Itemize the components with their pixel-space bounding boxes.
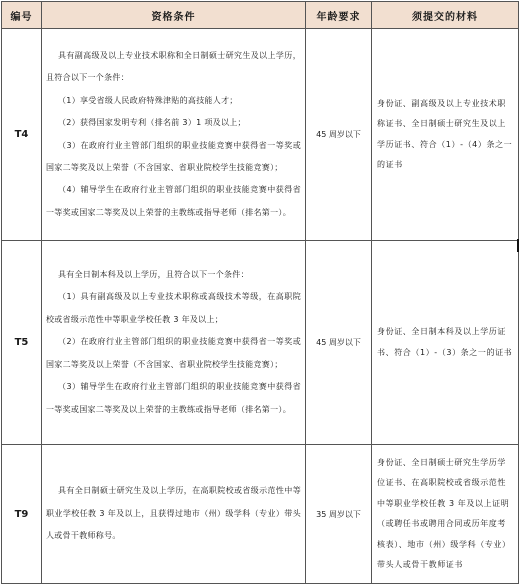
text-cursor-mark	[517, 239, 519, 252]
condition-item: （1）具有副高级及以上专业技术职称或高级技术等级，在高职院校或省级示范性中等职业学校任教 3 年及以上；	[46, 292, 301, 324]
row-conditions	[42, 29, 306, 241]
condition-item: （2）在政府行业主管部门组织的职业技能竞赛中获得省一等奖或国家二等奖及以上荣誉（不含国家、省职业院校学生技能竞赛）；	[46, 337, 301, 369]
header-row	[2, 2, 519, 29]
condition-intro: 具有副高级及以上专业技术职称和全日制硕士研究生及以上学历，且符合以下一个条件：	[46, 50, 301, 83]
row-conditions	[42, 445, 306, 584]
condition-item: （3）在政府行业主管部门组织的职业技能竞赛中获得省一等奖或国家二等奖及以上荣誉（不含国家、省职业院校学生技能竞赛）；	[46, 140, 301, 172]
table-row	[2, 445, 519, 584]
row-materials: 身份证、全日制硕士研究生学历学位证书、在高职院校或省级示范性中等职业学校任教 3 年及以上证明（或聘任书或聘用合同或历年度考核表）、地市（州）级学科（专业）带头人或骨干教师证书	[372, 445, 519, 584]
row-code: T5	[2, 241, 42, 445]
row-materials: 身份证、全日制本科及以上学历证书、符合（1）-（3）条之一的证书	[372, 241, 519, 445]
condition-item: （4）辅导学生在政府行业主管部门组织的职业技能竞赛中获得省一等奖或国家二等奖及以上荣誉的主教练或指导老师（排名第一）。	[46, 185, 301, 217]
row-code: T9	[2, 445, 42, 584]
header-code: 编号	[2, 2, 42, 29]
row-age: 45 周岁以下	[306, 241, 372, 445]
row-code: T4	[2, 29, 42, 241]
condition-intro: 具有全日制本科及以上学历，且符合以下一个条件：	[58, 270, 249, 280]
row-materials: 身份证、副高级及以上专业技术职称证书、全日制硕士研究生及以上学历证书、符合（1）-（4）条之一的证书	[372, 29, 519, 241]
row-age: 45 周岁以下	[306, 29, 372, 241]
row-conditions	[42, 241, 306, 445]
requirements-table	[1, 1, 519, 584]
header-materials: 须提交的材料	[372, 2, 519, 29]
row-age: 35 周岁以下	[306, 445, 372, 584]
condition-item: （3）辅导学生在政府行业主管部门组织的职业技能竞赛中获得省一等奖或国家二等奖及以上荣誉的主教练或指导老师（排名第一）。	[46, 382, 301, 414]
condition-intro: 具有全日制硕士研究生及以上学历，在高职院校或省级示范性中等职业学校任教 3 年及以上，且获得过地市（州）级学科（专业）带头人或骨干教师称号。	[46, 486, 301, 541]
header-conditions: 资格条件	[42, 2, 306, 29]
condition-item: （1）享受省级人民政府特殊津贴的高技能人才；	[58, 95, 238, 105]
header-age: 年龄要求	[306, 2, 372, 29]
table-row	[2, 29, 519, 241]
condition-item: （2）获得国家发明专利（排名前 3）1 项及以上；	[58, 118, 246, 128]
table-row	[2, 241, 519, 445]
